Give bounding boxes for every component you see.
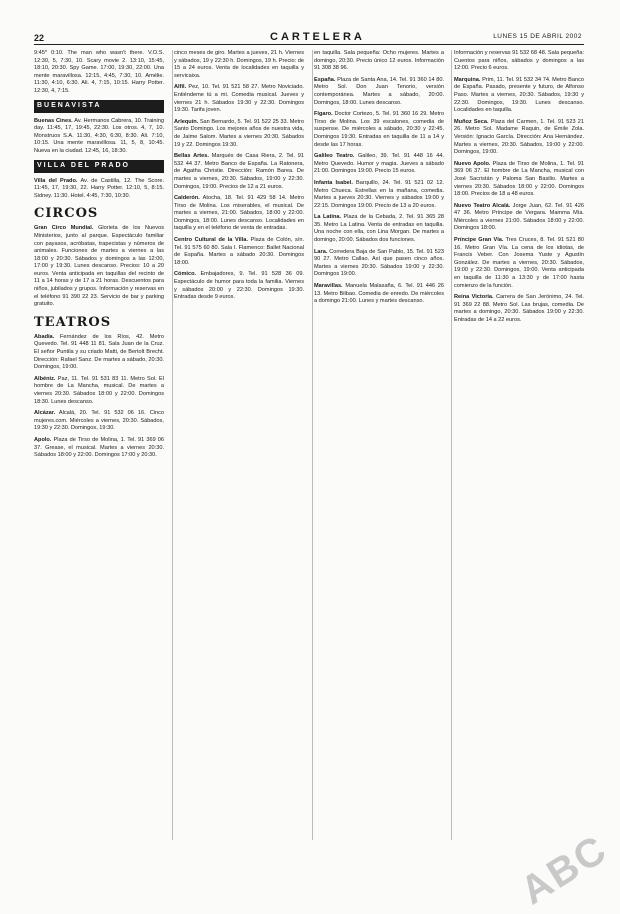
venue-name: Albéniz. — [34, 375, 56, 382]
column-4 — [454, 50, 584, 840]
listing-text: Embajadores, 9. Tel. 91 528 36 09. Espectáculo de humor para toda la familia. Viernes y sábados 20:00 y 22:30. Domingos 19:30. Entradas desde 9 euros. — [174, 271, 304, 301]
venue-name: Maravillas. — [314, 283, 343, 290]
newspaper-watermark: ABC — [513, 826, 616, 914]
venue-name: Abadía. — [34, 333, 55, 340]
listing-text: Av. Hermanos Cabrera, 10. Training day. 11:45, 17, 19:45, 22:30. Los otros. 4, 7, 10. Monstruos S.A. 11:30, 4:30, 6:30, 8:30. Ali. 7:10, 10:15. Una mente maravillosa. 11, 5, 8, 10:45. Nueva en la ciudad. 12:45, 16, 18:30. — [34, 117, 164, 154]
column-3 — [314, 50, 444, 840]
listing-entry — [174, 271, 304, 301]
listing-text: cinco meses de giro. Martes a jueves, 21 h. Viernes y sábados, 19 y 22:30 h. Domingos, 19 h. Precio: de 15 a 24 euros. Venta de localidades en taquilla y servicaixa. — [174, 50, 304, 79]
listing-text: Jorge Juan, 62. Tel. 91 426 47 36. Metro Príncipe de Vergara. Mamma Mía. Miércoles a viernes 21:00. Sábados 18:00 y 22:00. Domingos 18:00. — [454, 202, 584, 232]
venue-name: Villa del Prado. — [34, 177, 78, 184]
listing-entry — [34, 437, 164, 460]
listing-text: Av. de Castilla, 12. The Score. 11:45, 17, 19:30, 22. Harry Potter. 12:10, 5, 8:15. Sidney. 11:30. Hotel. 4:45, 7:30, 10:30. — [34, 177, 164, 199]
venue-name: España. — [314, 76, 336, 83]
listing-entry — [454, 119, 584, 157]
district-banner: BUENAVISTA — [34, 100, 164, 113]
venue-name: Nuevo Teatro Alcalá. — [454, 202, 511, 209]
section-heading: TEATROS — [34, 314, 112, 330]
listing-entry — [454, 50, 584, 73]
listing-entry — [174, 50, 304, 80]
venue-name: Centro Cultural de la Villa. — [174, 237, 248, 244]
header-date: LUNES 15 DE ABRIL 2002 — [493, 33, 582, 40]
listing-entry — [34, 118, 164, 156]
listing-text: Marqués de Casa Riera, 2. Tel. 91 532 44 37. Metro Banco de España. La Ratonera, de Agatha Christie. Dirección: Ramón Barea. De martes a viernes, 20:30. Sábados, 19:00 y 22:30. Domingos, 19:00. Precios de 12 a 21 euros. — [174, 153, 304, 190]
listing-entry — [454, 203, 584, 233]
district-banner: VILLA DEL PRADO — [34, 160, 164, 173]
venue-name: Galileo Teatro. — [314, 153, 355, 160]
listing-text: Alcalá, 20. Tel. 91 532 06 16. Cinco mujeres.com. Miércoles a viernes, 20:30. Sábados, 19:30 y 22:30. Domingos, 19:30. — [34, 410, 164, 432]
listing-entry — [454, 294, 584, 324]
listing-entry — [34, 410, 164, 433]
venue-name: Muñoz Seca. — [454, 118, 489, 125]
section-heading: CIRCOS — [34, 206, 99, 222]
listing-text: San Bernardo, 5. Tel. 91 522 25 33. Metro Santo Domingo. Los mejores años de nuestra vida, de Jaime Salom. Martes a viernes 20:30. Sábados 19 y 22. Domingos 19:30. — [174, 118, 304, 148]
venue-name: Buenas Cines. — [34, 117, 73, 124]
venue-name: Alcázar. — [34, 410, 56, 417]
listing-text: Plaza de Colón, s/n. Tel. 91 575 60 80. Sala I. Flamenco: Ballet Nacional de España. Martes a sábado 20:30. Domingos 18:00. — [174, 237, 304, 266]
listing-entry — [34, 50, 164, 96]
page-header — [0, 0, 620, 44]
listing-entry — [314, 153, 444, 176]
venue-name: Bellas Artes. — [174, 153, 209, 160]
listing-entry — [314, 50, 444, 73]
listing-text: Glorieta de los Nuevos Ministerios, junto al parque. Espectáculo familiar con payasos, acróbatas, trapecistas y números de animales. Funciones de martes a viernes a las 18:00 y 20:30. Sábados y domingos a las 12:00, 17:00 y 19:30. Lunes descanso. Precios: 10 a 20 euros. Venta anticipada en taquillas del recinto de 11 a 14 horas y de 17 a 21 horas. Descuentos para niños, jubilados y grupos. Información y reservas en el teléfono 91 390 22 23. Servicio de bar y parking gratuito. — [34, 225, 164, 308]
header-rule — [34, 44, 584, 45]
listing-text: Plaza de la Cebada, 2. Tel. 91 365 28 35. Metro La Latina. Venta de entradas en taquilla. Una noche con ella, con Lina Morgan. De martes a domingo, 20:00. Sábados dos funciones. — [314, 214, 444, 244]
listing-text: Carrera de San Jerónimo, 24. Tel. 91 369 22 88. Metro Sol. Las brujas, comedia. De martes a domingo, 20:30. Sábados 19:00 y 22:30. Entradas de 14 a 22 euros. — [454, 294, 584, 323]
listing-text: Plaza de Tirso de Molina, 1. Tel. 91 369 06 37. Grease, el musical. Martes a viernes 20:30. Sábados 18:00 y 22:00. Domingos 17:00 y 20:30. — [34, 436, 164, 459]
listing-text: Atocha, 18. Tel. 91 429 58 14. Metro Tirso de Molina. Los miserables, el musical. De martes a viernes, 21:00. Sábados, 18:00 y 22:00. Domingos, 18:00. Lunes descanso. Localidades en taquilla y en el teléfono de venta de entradas. — [174, 195, 304, 232]
listing-entry — [174, 195, 304, 233]
venue-name: Arlequín. — [174, 118, 199, 125]
listing-text: Barquillo, 24. Tel. 91 521 02 12. Metro Chueca. Estrellas en la mañana, comedia. Martes a jueves 20:30. Viernes y sábados 19:00 y 22:15. Domingos 19:00. Precio de 13 a 20 euros. — [314, 179, 444, 209]
page-number: 22 — [34, 33, 45, 43]
venue-name: Fígaro. — [314, 111, 333, 118]
listing-text: Corredera Baja de San Pablo, 15. Tel. 91 523 90 27. Metro Callao. Así que pasen cinco años. Martes a viernes 20:30. Sábados 19:00 y 22:30. Domingos 19:00. — [314, 248, 444, 278]
listing-entry — [314, 77, 444, 107]
venue-name: Reina Victoria. — [454, 294, 494, 301]
listing-entry — [314, 249, 444, 279]
column-1 — [34, 50, 164, 840]
listing-text: Información y reservas 91 532 68 48. Sala pequeña: Cuentos para niños, sábados y domingos a las 12:00. Precio 6 euros. — [454, 50, 584, 72]
venue-name: Apolo. — [34, 436, 52, 443]
listing-entry — [174, 84, 304, 114]
venue-name: Marquina. — [454, 76, 481, 83]
listing-entry — [314, 283, 444, 306]
listing-text: Prim, 11. Tel. 91 532 34 74. Metro Banco de España. Pasado, presente y futuro, de Alfonso Paso. Martes a viernes, 20:30. Sábados, 19:30 y 22:30. Domingos, 19:30. Lunes descanso. Localidades en taquilla. — [454, 76, 584, 114]
section-title: CARTELERA — [270, 31, 365, 43]
listing-entry — [34, 334, 164, 372]
listing-entry — [454, 161, 584, 199]
listing-text: 9:45* 0:10. The man who wasn't there. V.O.S. 12:30, 5, 7:30, 10. Scary movie 2. 13:10, 15:45, 18:10, 20:30. Spy Game. 17:00, 19:30, 22:00. Una mente maravillosa. 12:15, 4:45, 7:30, 10. Amélie. 11:30, 4:10, 6:30. Ali. 4, 7:15, 10:15. Harry Potter. 12:30, 4, 7:15. — [34, 50, 164, 94]
listing-text: Fernández de los Ríos, 42. Metro Quevedo. Tel. 91 448 11 81. Sala Juan de la Cruz. El señor Puntila y su criado Matti, de Bertolt Brecht. Dirección: Rafael Sanz. De martes a sábado, 20:30. Domingos, 19:00. — [34, 333, 164, 371]
listing-text: Doctor Cortezo, 5. Tel. 91 360 16 29. Metro Tirso de Molina. Los 39 escalones, comedia de suspense. De miércoles a sábado, 20:30 y 22:45. Domingos 19:30. Entradas en taquilla de 11 a 14 y desde las 17 horas. — [314, 111, 444, 148]
venue-name: Cómico. — [174, 271, 197, 278]
listing-entry — [34, 178, 164, 201]
venue-name: Príncipe Gran Vía. — [454, 237, 504, 244]
listing-entry — [34, 376, 164, 406]
column-2 — [174, 50, 304, 840]
listing-text: en taquilla. Sala pequeña: Ocho mujeres. Martes a domingo, 20:30. Precio único 12 euros. Información 91 308 38 96. — [314, 50, 444, 72]
venue-name: Alfil. — [174, 84, 187, 91]
listing-entry — [314, 180, 444, 210]
venue-name: Infanta Isabel. — [314, 179, 353, 186]
listing-entry — [174, 237, 304, 267]
listing-entry — [314, 111, 444, 149]
listing-entry — [454, 237, 584, 290]
listing-text: Plaza del Carmen, 1. Tel. 91 523 21 26. Metro Sol. Madame Raquin, de Émile Zola. Versión: Ignacio García. Dirección: Ana Hernández. Martes a viernes, 20:30. Sábados, 19:00 y 22:00. Domingos, 19:00. — [454, 118, 584, 156]
listing-text: Plaza de Santa Ana, 14. Tel. 91 360 14 80. Metro Sol. Don Juan Tenorio, versión contemporánea. Martes a sábado, 20:00. Domingos, 18:00. Lunes descanso. — [314, 76, 444, 106]
listing-entry — [34, 225, 164, 309]
listing-entry — [174, 153, 304, 191]
listing-entry — [314, 214, 444, 244]
listing-text: Tres Cruces, 8. Tel. 91 521 80 16. Metro Gran Vía. La cena de los idiotas, de Francis Veber. Con Josema Yuste y Agustín González. De martes a viernes, 20:30. Sábados, 19:00 y 22:30. Domingos, 19:00. Venta anticipada en taquilla de 11:30 a 13:30 y de 17:00 hasta comienzo de la función. — [454, 237, 584, 289]
listing-text: Galileo, 39. Tel. 91 448 16 44. Metro Quevedo. Humor y magia. Jueves a sábado 21:00. Domingos 19:00. Precio 15 euros. — [314, 153, 444, 175]
venue-name: Lara. — [314, 248, 328, 255]
listing-entry — [174, 119, 304, 149]
venue-name: Calderón. — [174, 195, 200, 202]
listing-entry — [454, 77, 584, 115]
venue-name: La Latina. — [314, 214, 342, 221]
venue-name: Gran Circo Mundial. — [34, 225, 94, 232]
listing-text: Plaza de Tirso de Molina, 1. Tel. 91 369 06 37. El hombre de La Mancha, musical con José Sacristán y Paloma San Basilio. Martes a viernes 20:30. Sábados 18:00 y 22:00. Domingos 18:00. Precios de 18 a 48 euros. — [454, 160, 584, 198]
listings-columns — [34, 50, 584, 840]
listing-text: Paz, 11. Tel. 91 531 83 11. Metro Sol. El hombre de La Mancha, musical. De martes a viernes 20:30. Sábados 18:00 y 22:00. Domingos 18:30. Lunes descanso. — [34, 375, 164, 405]
listing-text: Manuela Malasaña, 6. Tel. 91 446 26 13. Metro Bilbao. Comedia de enredo. De miércoles a domingo 21:00. Lunes y martes descanso. — [314, 283, 444, 305]
listing-text: Pez, 10. Tel. 91 521 58 27. Metro Noviciado. Entiéndeme tú a mí. Comedia musical. Jueves y viernes 21 h. Sábados 19:30 y 22:30. Domingos 19:30. Tarifa joven. — [174, 84, 304, 114]
venue-name: Nuevo Apolo. — [454, 160, 491, 167]
